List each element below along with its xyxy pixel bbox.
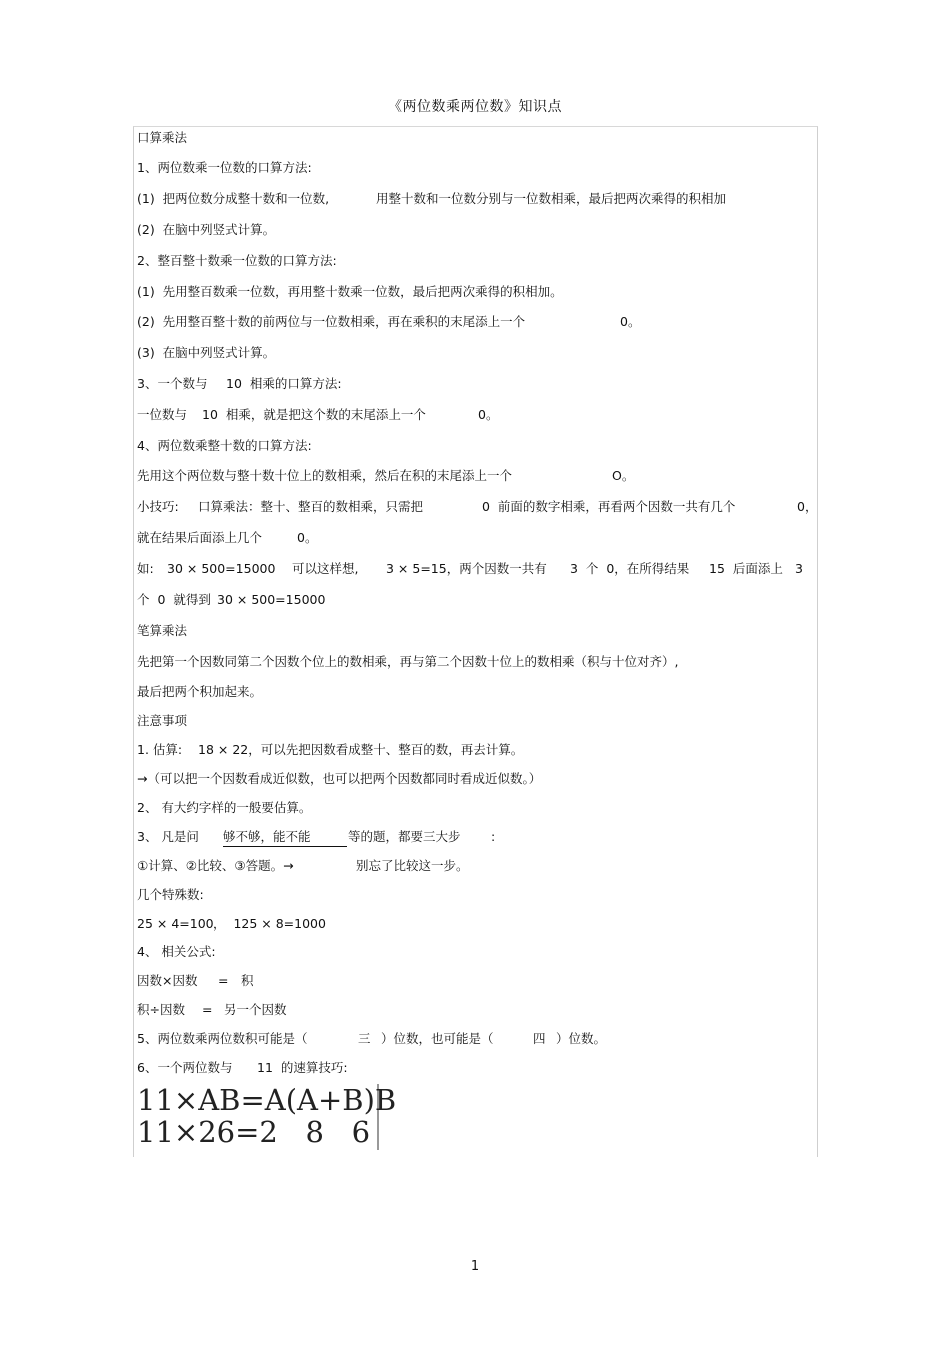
text-line: 四 xyxy=(533,1031,546,1046)
text-line: 10 相乘，就是把这个数的末尾添上一个 xyxy=(202,407,426,422)
text-line: 1. 估算: xyxy=(137,742,183,757)
text-line: 就在结果后面添上几个 xyxy=(137,530,263,545)
text-line: 25 × 4=100 xyxy=(137,916,214,931)
text-line: ①计算、②比较、③答题。→ xyxy=(137,858,294,873)
text-line: 口算乘法：整十、整百的数相乘，只需把 xyxy=(198,499,424,514)
text-line: 因数×因数 xyxy=(137,973,198,988)
text-line: 几个特殊数: xyxy=(137,887,204,902)
document-title: 《两位数乘两位数》知识点 xyxy=(388,99,562,115)
formula-row-general: 11×AB=A(A+B)B xyxy=(137,1083,397,1117)
section-heading-written: 笔算乘法 xyxy=(137,623,188,638)
text-line: 三 xyxy=(358,1031,371,1046)
text-line: = xyxy=(218,973,229,988)
text-line: 3 × 5=15，两个因数一共有 xyxy=(386,561,547,576)
text-line: 别忘了比较这一步。 xyxy=(356,858,469,873)
text-line: 先用这个两位数与整十数十位上的数相乘，然后在积的末尾添上一个 xyxy=(137,468,513,483)
text-line: 如: xyxy=(137,561,154,576)
text-line: ， 125 × 8=1000 xyxy=(213,916,326,931)
text-line: ）位数，也可能是（ xyxy=(381,1031,494,1046)
text-line: 6、一个两位数与 xyxy=(137,1060,233,1075)
formula-row-example: 11×26=2 8 6 xyxy=(137,1115,371,1149)
text-line: 11 的速算技巧: xyxy=(257,1060,348,1075)
text-line: 2、 有大约字样的一般要估算。 xyxy=(137,800,312,815)
text-line: 10 相乘的口算方法: xyxy=(226,376,342,391)
text-line: 等的题，都要三大步 xyxy=(348,829,461,844)
text-line: (2) 在脑中列竖式计算。 xyxy=(137,222,276,237)
text-line: 0。 xyxy=(620,314,641,329)
section-heading-oral: 口算乘法 xyxy=(137,130,188,145)
text-line: = xyxy=(202,1002,213,1017)
text-line: : xyxy=(491,829,496,844)
text-line: 0 前面的数字相乘，再看两个因数一共有几个 xyxy=(482,499,736,514)
text-line: 30 × 500=15000 xyxy=(217,592,326,607)
text-line: 1、两位数乘一位数的口算方法: xyxy=(137,160,312,175)
text-line: 一位数与 xyxy=(137,407,188,422)
text-line: 积 xyxy=(241,973,254,988)
text-line: 0。 xyxy=(478,407,499,422)
text-line: 积÷因数 xyxy=(137,1002,185,1017)
text-line: 30 × 500=15000 xyxy=(167,561,276,576)
text-line: 3、 凡是问 xyxy=(137,829,199,844)
text-line: (2) 先用整百整十数的前两位与一位数相乘，再在乘积的末尾添上一个 xyxy=(137,314,526,329)
text-line: 3、一个数与 xyxy=(137,376,208,391)
text-line: O。 xyxy=(612,468,635,483)
text-line: 2、整百整十数乘一位数的口算方法: xyxy=(137,253,337,268)
underlined-phrase: 够不够，能不能 xyxy=(223,831,347,847)
formula-image xyxy=(137,1083,397,1150)
text-line: 个 0 就得到 xyxy=(137,592,211,607)
page-number: 1 xyxy=(470,1259,480,1274)
text-line: 小技巧: xyxy=(137,499,179,514)
text-line: ）位数。 xyxy=(556,1031,607,1046)
text-line: 另一个因数 xyxy=(224,1002,287,1017)
text-line: 5、两位数乘两位数积可能是（ xyxy=(137,1031,308,1046)
text-line: (1) 把两位数分成整十数和一位数, xyxy=(137,191,330,206)
text-line: →（可以把一个因数看成近似数，也可以把两个因数都同时看成近似数。） xyxy=(137,771,542,786)
text-line: 4、 相关公式: xyxy=(137,944,216,959)
text-line: 15 后面添上 xyxy=(709,561,783,576)
text-line: 0。 xyxy=(297,530,318,545)
text-line: 3 个 0，在所得结果 xyxy=(570,561,690,576)
text-line: 18 × 22，可以先把因数看成整十、整百的数，再去计算。 xyxy=(198,742,524,757)
text-line: 用整十数和一位数分别与一位数相乘，最后把两次乘得的积相加 xyxy=(376,191,727,206)
text-line: 3 xyxy=(795,561,803,576)
text-line: (1) 先用整百数乘一位数，再用整十数乘一位数，最后把两次乘得的积相加。 xyxy=(137,284,563,299)
text-line: 0， xyxy=(797,499,818,514)
text-line: 可以这样想, xyxy=(292,561,359,576)
text-line: (3) 在脑中列竖式计算。 xyxy=(137,345,276,360)
text-line: 先把第一个因数同第二个因数个位上的数相乘，再与第二个因数十位上的数相乘（积与十位对齐）, xyxy=(137,654,679,669)
section-heading-notes: 注意事项 xyxy=(137,713,188,728)
text-line: 4、两位数乘整十数的口算方法: xyxy=(137,438,312,453)
text-line: 最后把两个积加起来。 xyxy=(137,684,263,699)
